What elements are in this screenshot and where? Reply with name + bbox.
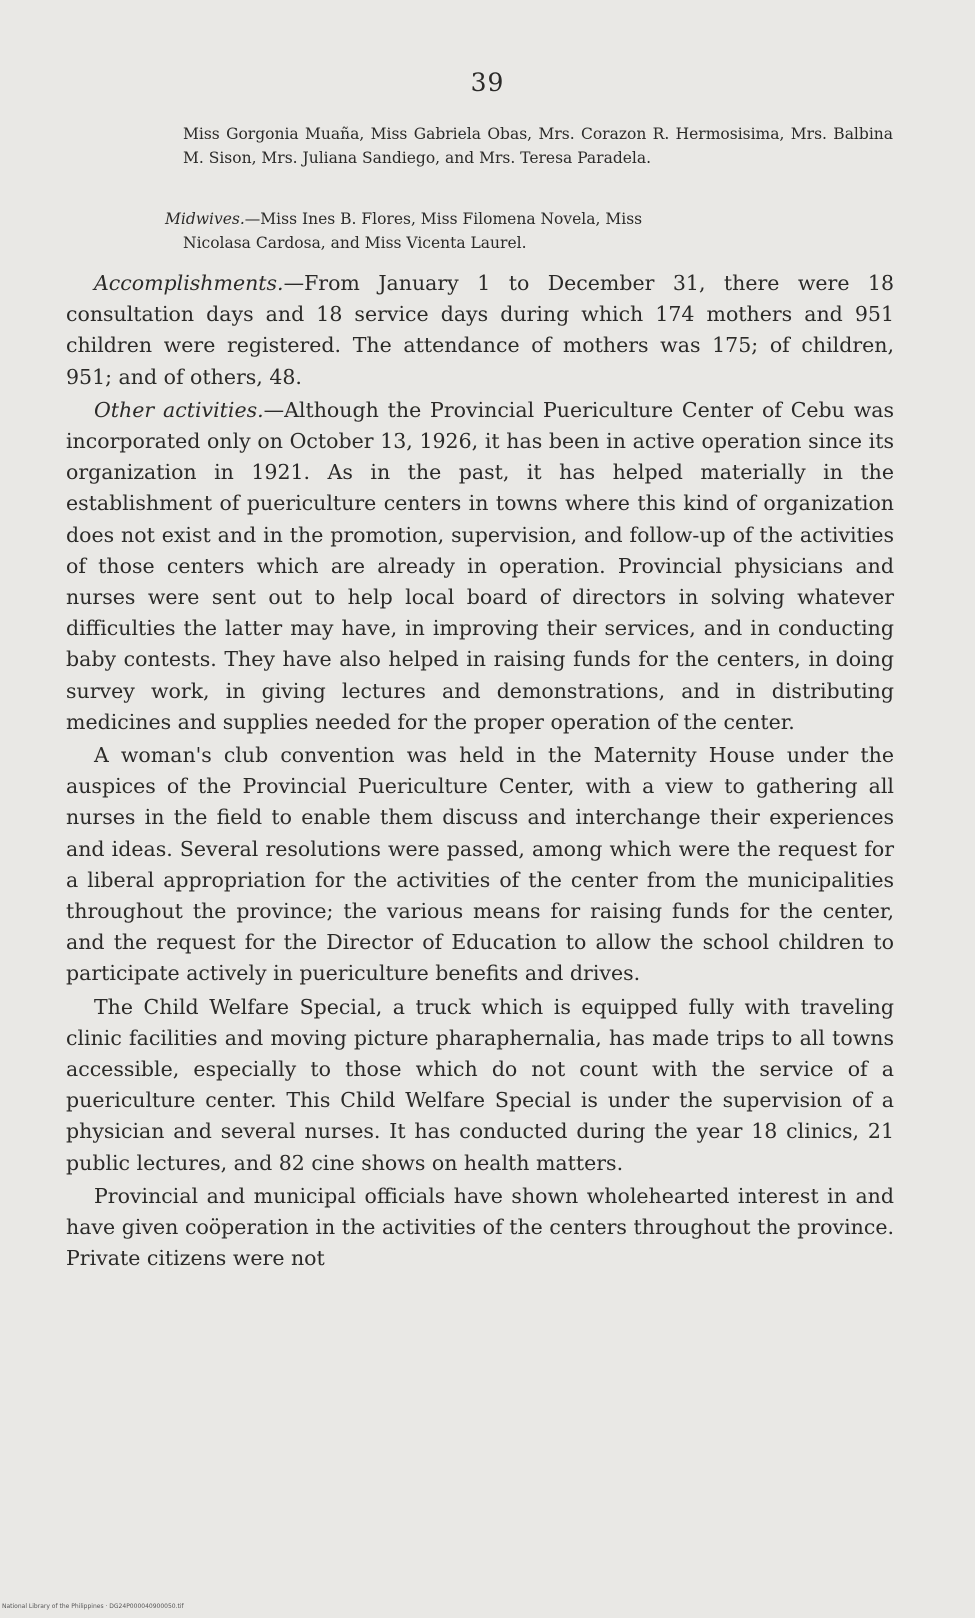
midwives-paragraph (165, 207, 893, 255)
paragraph-other-activities (66, 395, 894, 738)
paragraph-text: A woman's club convention was held in the Maternity House under the auspices of the Provincial Puericulture Center, with a view to gathering all nurses in the field to enable them discuss and interchange their experiences and ideas. Several resolutions were passed, among which were the request for a liberal appropriation for the activities of the center from the municipalities throughout the province; the various means for raising funds for the center, and the request for the Director of Education to allow the school children to participate actively in puericulture benefits and drives. (66, 743, 894, 986)
paragraph-text: The Child Welfare Special, a truck which is equipped fully with traveling clinic facilities and moving picture pharaphernalia, has made trips to all towns accessible, especially to those which do not count with the service of a puericulture center. This Child Welfare Special is under the supervision of a physician and several nurses. It has conducted during the year 18 clinics, 21 public lectures, and 82 cine shows on health matters. (66, 994, 894, 1175)
midwives-text-line2: Nicolasa Cardosa, and Miss Vicenta Laurel. (183, 234, 527, 252)
page-number: 39 (470, 68, 505, 97)
paragraph-convention (66, 740, 894, 990)
paragraph-child-welfare-special (66, 992, 894, 1179)
paragraph-label: Accomplishments. (94, 271, 284, 295)
midwives-text-line1: —Miss Ines B. Flores, Miss Filomena Novela, Miss (244, 210, 643, 228)
paragraph-label: Other activities. (94, 397, 264, 422)
midwives-label: Midwives. (165, 210, 245, 228)
paragraph-accomplishments (66, 268, 894, 393)
main-text (66, 268, 894, 1277)
paragraph-text: —From January 1 to December 31, there were 18 consultation days and 18 service days during which 174 mothers and 951 children were registered. The attendance of mothers was 175; of children, 951; and of others, 48. (66, 271, 894, 389)
paragraph-text: —Although the Provincial Puericulture Center of Cebu was incorporated only on October 13, 1926, it has been in active operation since its organization in 1921. As in the past, it has helped materially in the establishment of puericulture centers in towns where this kind of organization does not exist and in the promotion, supervision, and follow-up of the activities of those centers which are already in operation. Provincial physicians and nurses were sent out to help local board of directors in solving whatever difficulties the latter may have, in improving their services, and in conducting baby contests. They have also helped in raising funds for the centers, in doing survey work, in giving lectures and demonstrations, and in distributing medicines and supplies needed for the proper operation of the center. (66, 397, 894, 734)
names-paragraph: Miss Gorgonia Muaña, Miss Gabriela Obas, Mrs. Corazon R. Hermosisima, Mrs. Balbina M. Sison, Mrs. Juliana Sandiego, and Mrs. Teresa Paradela. (183, 125, 893, 167)
paragraph-officials (66, 1181, 894, 1275)
paragraph-text: Provincial and municipal officials have shown wholehearted interest in and have given coöperation in the activities of the centers throughout the province. Private citizens were not (66, 1183, 894, 1271)
scan-footer: National Library of the Philippines · DG24P000040900050.tif (2, 1603, 184, 1610)
